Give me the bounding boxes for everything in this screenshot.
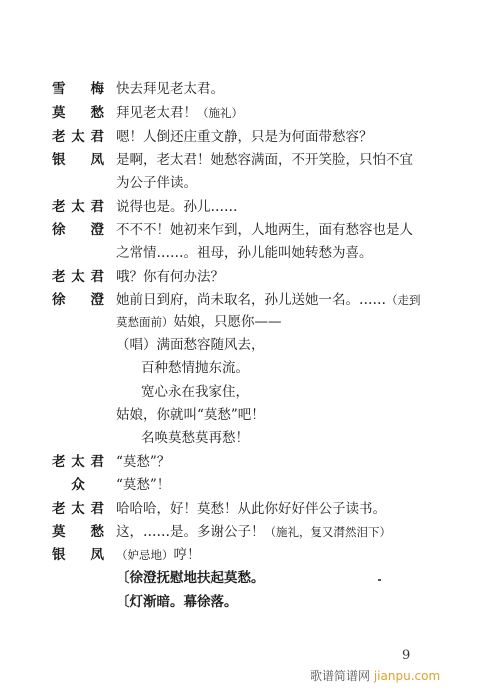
dialogue-line: [0, 474, 485, 496]
dialogue-text: 之常情……。祖母，孙儿能叫她转愁为喜。: [116, 245, 373, 261]
sung-line: [0, 334, 485, 356]
speaker-name: 徐 澄: [52, 222, 104, 238]
dialogue-text: 她前日到府，尚未取名，孙儿送她一名。……: [116, 292, 386, 308]
lyric-text: 名唤莫愁莫再愁！: [141, 430, 249, 446]
speaker-name: 老太君: [52, 129, 104, 145]
stage-note: （妒忌地）: [116, 548, 174, 562]
stage-note: （走到: [386, 293, 421, 307]
dialogue-line: [0, 521, 485, 543]
dialogue-text-group: [116, 289, 421, 311]
dialogue-line: [0, 289, 485, 311]
dialogue-text: “莫愁”！: [116, 477, 171, 493]
stage-note: （施礼）: [197, 106, 243, 120]
watermark: [310, 667, 440, 684]
dialogue-continuation: [0, 311, 485, 333]
dialogue-text: 哼！: [173, 547, 201, 563]
dialogue-line: [0, 196, 485, 218]
speaker-name: 银 凤: [52, 152, 104, 168]
lyric-text: 百种愁情抛东流。: [141, 360, 249, 376]
watermark-site-name: 歌谱简谱网: [310, 669, 371, 683]
dialogue-text: 拜见老太君！: [116, 105, 197, 121]
stage-direction-line: [0, 567, 485, 589]
page-number: 9: [402, 648, 411, 663]
lyric-text: 宽心永在我家住，: [141, 384, 249, 400]
dialogue-text: “莫愁”？: [116, 454, 171, 470]
dialogue-text: 不不不！她初来乍到，人地两生，面有愁容也是人: [116, 222, 413, 238]
speaker-name: 老太君: [52, 454, 104, 470]
stage-note: 莫愁面前）: [116, 315, 174, 329]
speaker-name: 老太君: [52, 501, 104, 517]
sung-line: [0, 357, 485, 379]
dialogue-line: [0, 126, 485, 148]
dialogue-line: [0, 451, 485, 473]
print-speck: [378, 579, 381, 581]
sung-line: [0, 427, 485, 449]
dialogue-text-group: [116, 544, 201, 566]
dialogue-line: [0, 266, 485, 288]
dialogue-line: [0, 544, 485, 566]
dialogue-text: 是啊，老太君！她愁容满面，不开笑脸，只怕不宜: [116, 152, 413, 168]
stage-direction-line: [0, 591, 485, 613]
dialogue-text: 哈哈哈，好！莫愁！从此你好好伴公子读书。: [116, 501, 386, 517]
stage-direction: 〔灯渐暗。幕徐落。: [116, 594, 238, 610]
dialogue-text-group: [116, 311, 282, 333]
speaker-name: 老太君: [52, 199, 104, 215]
dialogue-line: [0, 149, 485, 171]
dialogue-text: 快去拜见老太君。: [116, 81, 224, 97]
sung-line: [0, 381, 485, 403]
lyric-text: 姑娘，你就叫“莫愁”吧！: [116, 407, 265, 423]
speaker-name: 众: [71, 477, 85, 493]
stage-direction: 〔徐澄抚慰地扶起莫愁。: [116, 570, 265, 586]
dialogue-text: 姑娘，只愿你——: [173, 314, 282, 330]
stage-note: （施礼，复又潸然泪下）: [264, 525, 391, 539]
speaker-name: 雪 梅: [52, 81, 104, 97]
dialogue-text: 这，……是。多谢公子！: [116, 524, 265, 540]
dialogue-line: [0, 102, 485, 124]
dialogue-text-group: [116, 521, 391, 543]
dialogue-continuation: [0, 172, 485, 194]
lyric-text: （唱）满面愁容随风去，: [116, 337, 265, 353]
speaker-name: 莫 愁: [52, 105, 104, 121]
dialogue-text: 哦？你有何办法？: [116, 269, 224, 285]
dialogue-text: 为公子伴读。: [116, 175, 197, 191]
dialogue-text: 说得也是。孙儿……: [116, 199, 238, 215]
speaker-name: 老太君: [52, 269, 104, 285]
speaker-name: 徐 澄: [52, 292, 104, 308]
dialogue-line: [0, 78, 485, 100]
sung-line: [0, 404, 485, 426]
speaker-name: 银 凤: [52, 547, 104, 563]
watermark-url: jianpu.com: [373, 669, 441, 683]
dialogue-line: [0, 219, 485, 241]
dialogue-text: 嗯！人倒还庄重文静，只是为何面带愁容？: [116, 129, 373, 145]
speaker-name: 莫 愁: [52, 524, 104, 540]
dialogue-text-group: [116, 102, 243, 124]
dialogue-continuation: [0, 242, 485, 264]
dialogue-line: [0, 498, 485, 520]
